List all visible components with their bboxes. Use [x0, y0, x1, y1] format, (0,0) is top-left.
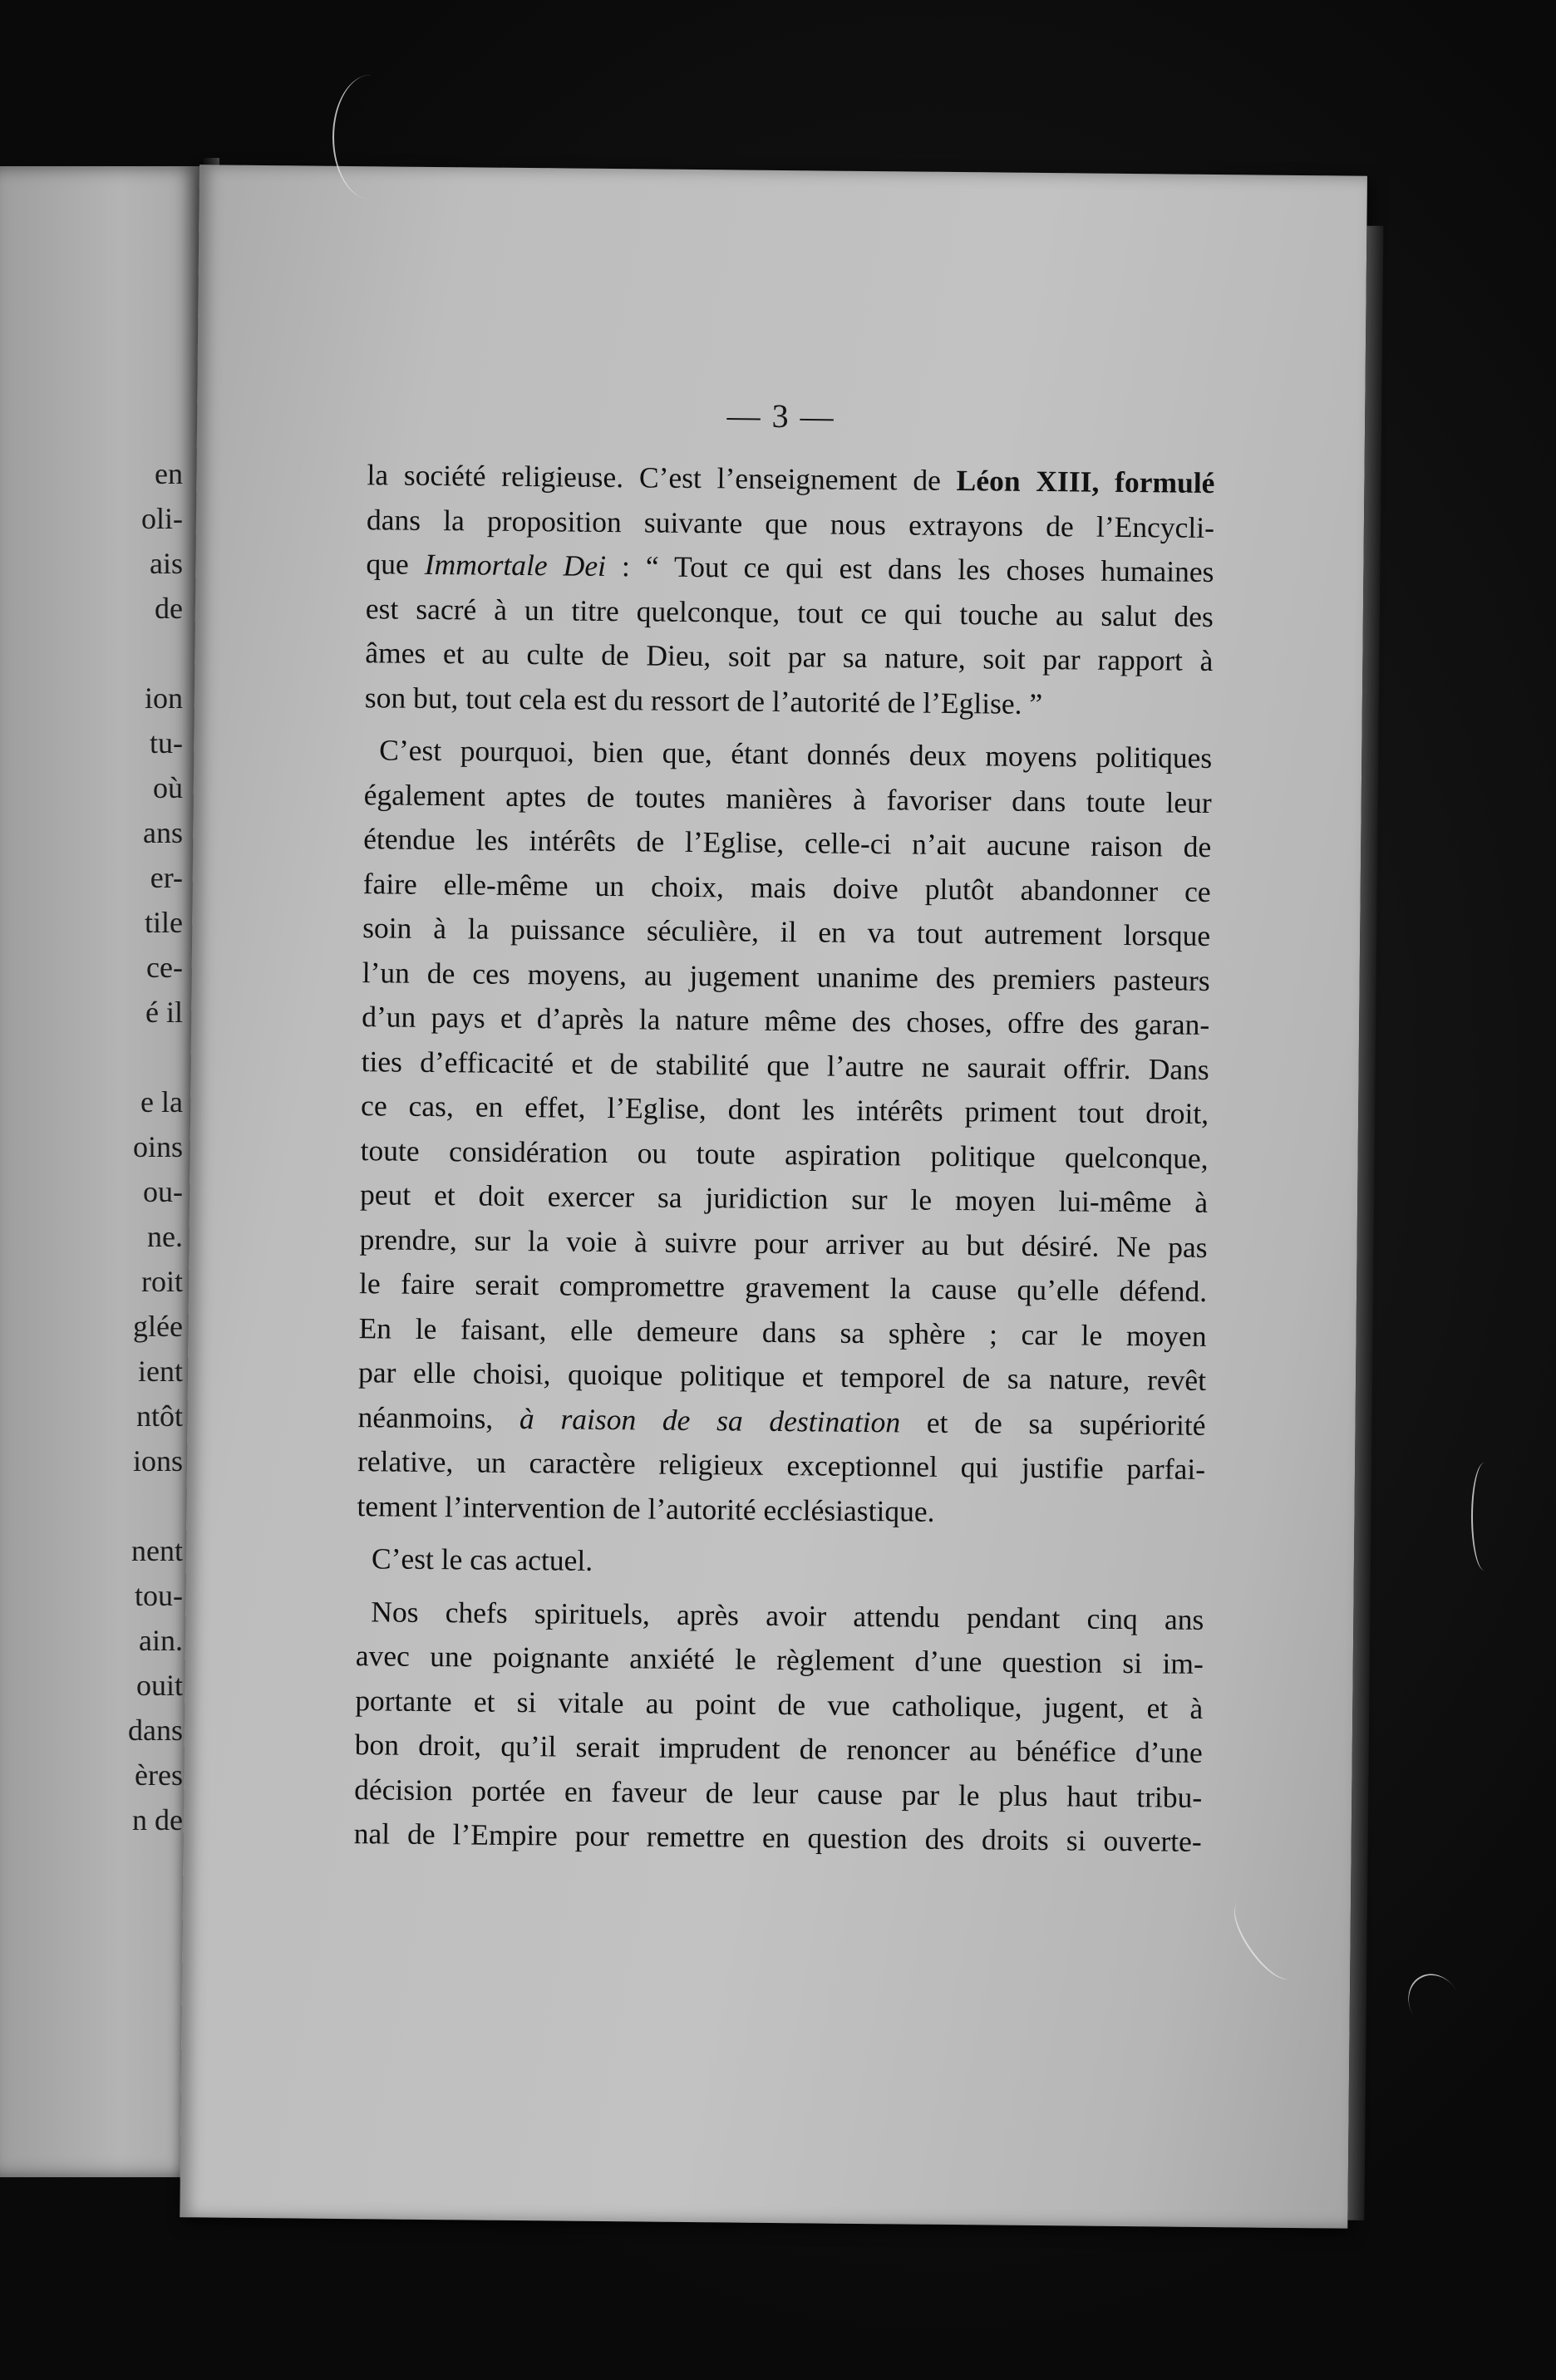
left-page-line: ans [143, 816, 183, 849]
left-page-line: tou- [135, 1579, 183, 1612]
paragraph-1 [365, 453, 1215, 728]
left-page-line: de [155, 592, 183, 625]
text-line: âmes et au culte de Dieu, soit par sa nature, soit par rapport à [365, 636, 1214, 677]
left-page-line: où [153, 771, 183, 804]
paragraph-2 [357, 728, 1212, 1537]
text-line: ties d’efficacité et de stabilité que l’autre ne saurait offrir. Dans [361, 1044, 1209, 1086]
text-line: Nos chefs spirituels, après avoir attendu pendant cinq ans [371, 1594, 1204, 1636]
paragraph-3 [357, 1537, 1204, 1589]
film-scratch [332, 75, 409, 199]
left-page-line: tu- [150, 726, 183, 760]
text-line: par elle choisi, quoique politique et temporel de sa nature, revêt [357, 1355, 1207, 1397]
text-line: relative, un caractère religieux exceptionnel qui justifie parfai- [357, 1444, 1206, 1486]
text-line: ce cas, en effet, l’Eglise, dont les intérêts priment tout droit, [360, 1089, 1209, 1130]
left-page-line: ce- [146, 951, 183, 984]
text-line: toute considération ou toute aspiration politique quelconque, [360, 1133, 1209, 1175]
paragraph-4 [354, 1590, 1204, 1865]
text-line: peut et doit exercer sa juridiction sur le moyen lui-même à [359, 1178, 1209, 1219]
body-text [354, 453, 1215, 1864]
page-number: — 3 — [726, 396, 835, 435]
text-line: tement l’intervention de l’autorité ecclésiastique. [357, 1488, 935, 1528]
film-scratch [1471, 1463, 1498, 1571]
text-line: le faire serait compromettre gravement la cause qu’elle défend. [358, 1266, 1208, 1308]
text-line: la société religieuse. C’est l’enseignement de Léon XIII, formulé [367, 458, 1215, 499]
left-page-line: ient [138, 1355, 183, 1388]
encyclical-title: Immortale Dei [424, 547, 607, 583]
left-page-line: e la [140, 1085, 183, 1119]
left-page-line: oli- [141, 502, 183, 535]
left-page-line: ions [132, 1444, 183, 1478]
text-line: bon droit, qu’il serait imprudent de renoncer au bénéfice d’une [354, 1728, 1203, 1769]
left-page-line: ne. [147, 1220, 183, 1253]
left-page-line: en [155, 457, 183, 490]
left-page-line: ou- [143, 1175, 183, 1208]
left-page [0, 166, 201, 2177]
italic-phrase: à raison de sa destination [519, 1401, 901, 1438]
left-page-line: n de [132, 1803, 183, 1837]
left-page-line: ouit [135, 1669, 183, 1702]
left-page-line: ais [150, 547, 183, 580]
pope-name: Léon XIII [956, 464, 1092, 499]
left-page-line: é il [145, 996, 183, 1029]
text-line: néanmoins, à raison de sa destination et de sa supériorité [357, 1399, 1206, 1442]
left-page-line: ion [144, 681, 183, 715]
text-line: nal de l’Empire pour remettre en question des droits si ouverte- [353, 1817, 1202, 1858]
left-page-line: glée [133, 1310, 183, 1343]
left-page-line: nent [131, 1534, 183, 1567]
text-line: est sacré à un titre quelconque, tout ce qui touche au salut des [365, 591, 1214, 633]
text-line: soin à la puissance séculière, il en va tout autrement lorsque [362, 911, 1211, 952]
text-line: avec une poignante anxiété le règlement d’une question si im- [355, 1639, 1204, 1680]
left-page-line: oins [132, 1130, 183, 1163]
main-page [180, 165, 1367, 2228]
left-page-line: roit [141, 1265, 183, 1298]
left-page-line: tile [145, 906, 183, 939]
left-page-line: ères [135, 1758, 183, 1792]
text-line: C’est le cas actuel. [371, 1542, 593, 1577]
text-line: dans la proposition suivante que nous extrayons de l’Encycli- [366, 502, 1215, 544]
left-page-line: er- [150, 861, 183, 894]
text-line: également aptes de toutes manières à favoriser dans toute leur [363, 777, 1212, 819]
left-page-line: ain. [139, 1624, 183, 1657]
text-line: prendre, sur la voie à suivre pour arriver au but désiré. Ne pas [359, 1222, 1208, 1264]
left-page-line: ntôt [135, 1399, 183, 1433]
text-line: que Immortale Dei : “ Tout ce qui est dans les choses humaines [366, 547, 1214, 588]
text-line: faire elle-même un choix, mais doive plutôt abandonner ce [362, 866, 1211, 908]
text-line: étendue les intérêts de l’Eglise, celle-ci n’ait aucune raison de [363, 822, 1212, 863]
left-page-line: dans [128, 1714, 183, 1747]
text-line: décision portée en faveur de leur cause par le plus haut tribu- [354, 1772, 1203, 1814]
text-line: portante et si vitale au point de vue catholique, jugent, et à [355, 1683, 1204, 1725]
text-line: d’un pays et d’après la nature même des choses, offre des garan- [362, 1000, 1210, 1041]
text-line: l’un de ces moyens, au jugement unanime des premiers pasteurs [362, 955, 1210, 997]
text-line: son but, tout cela est du ressort de l’autorité de l’Eglise. ” [364, 680, 1043, 720]
text-line: C’est pourquoi, bien que, étant donnés deux moyens politiques [379, 733, 1213, 774]
text-line: En le faisant, elle demeure dans sa sphère ; car le moyen [358, 1310, 1207, 1353]
